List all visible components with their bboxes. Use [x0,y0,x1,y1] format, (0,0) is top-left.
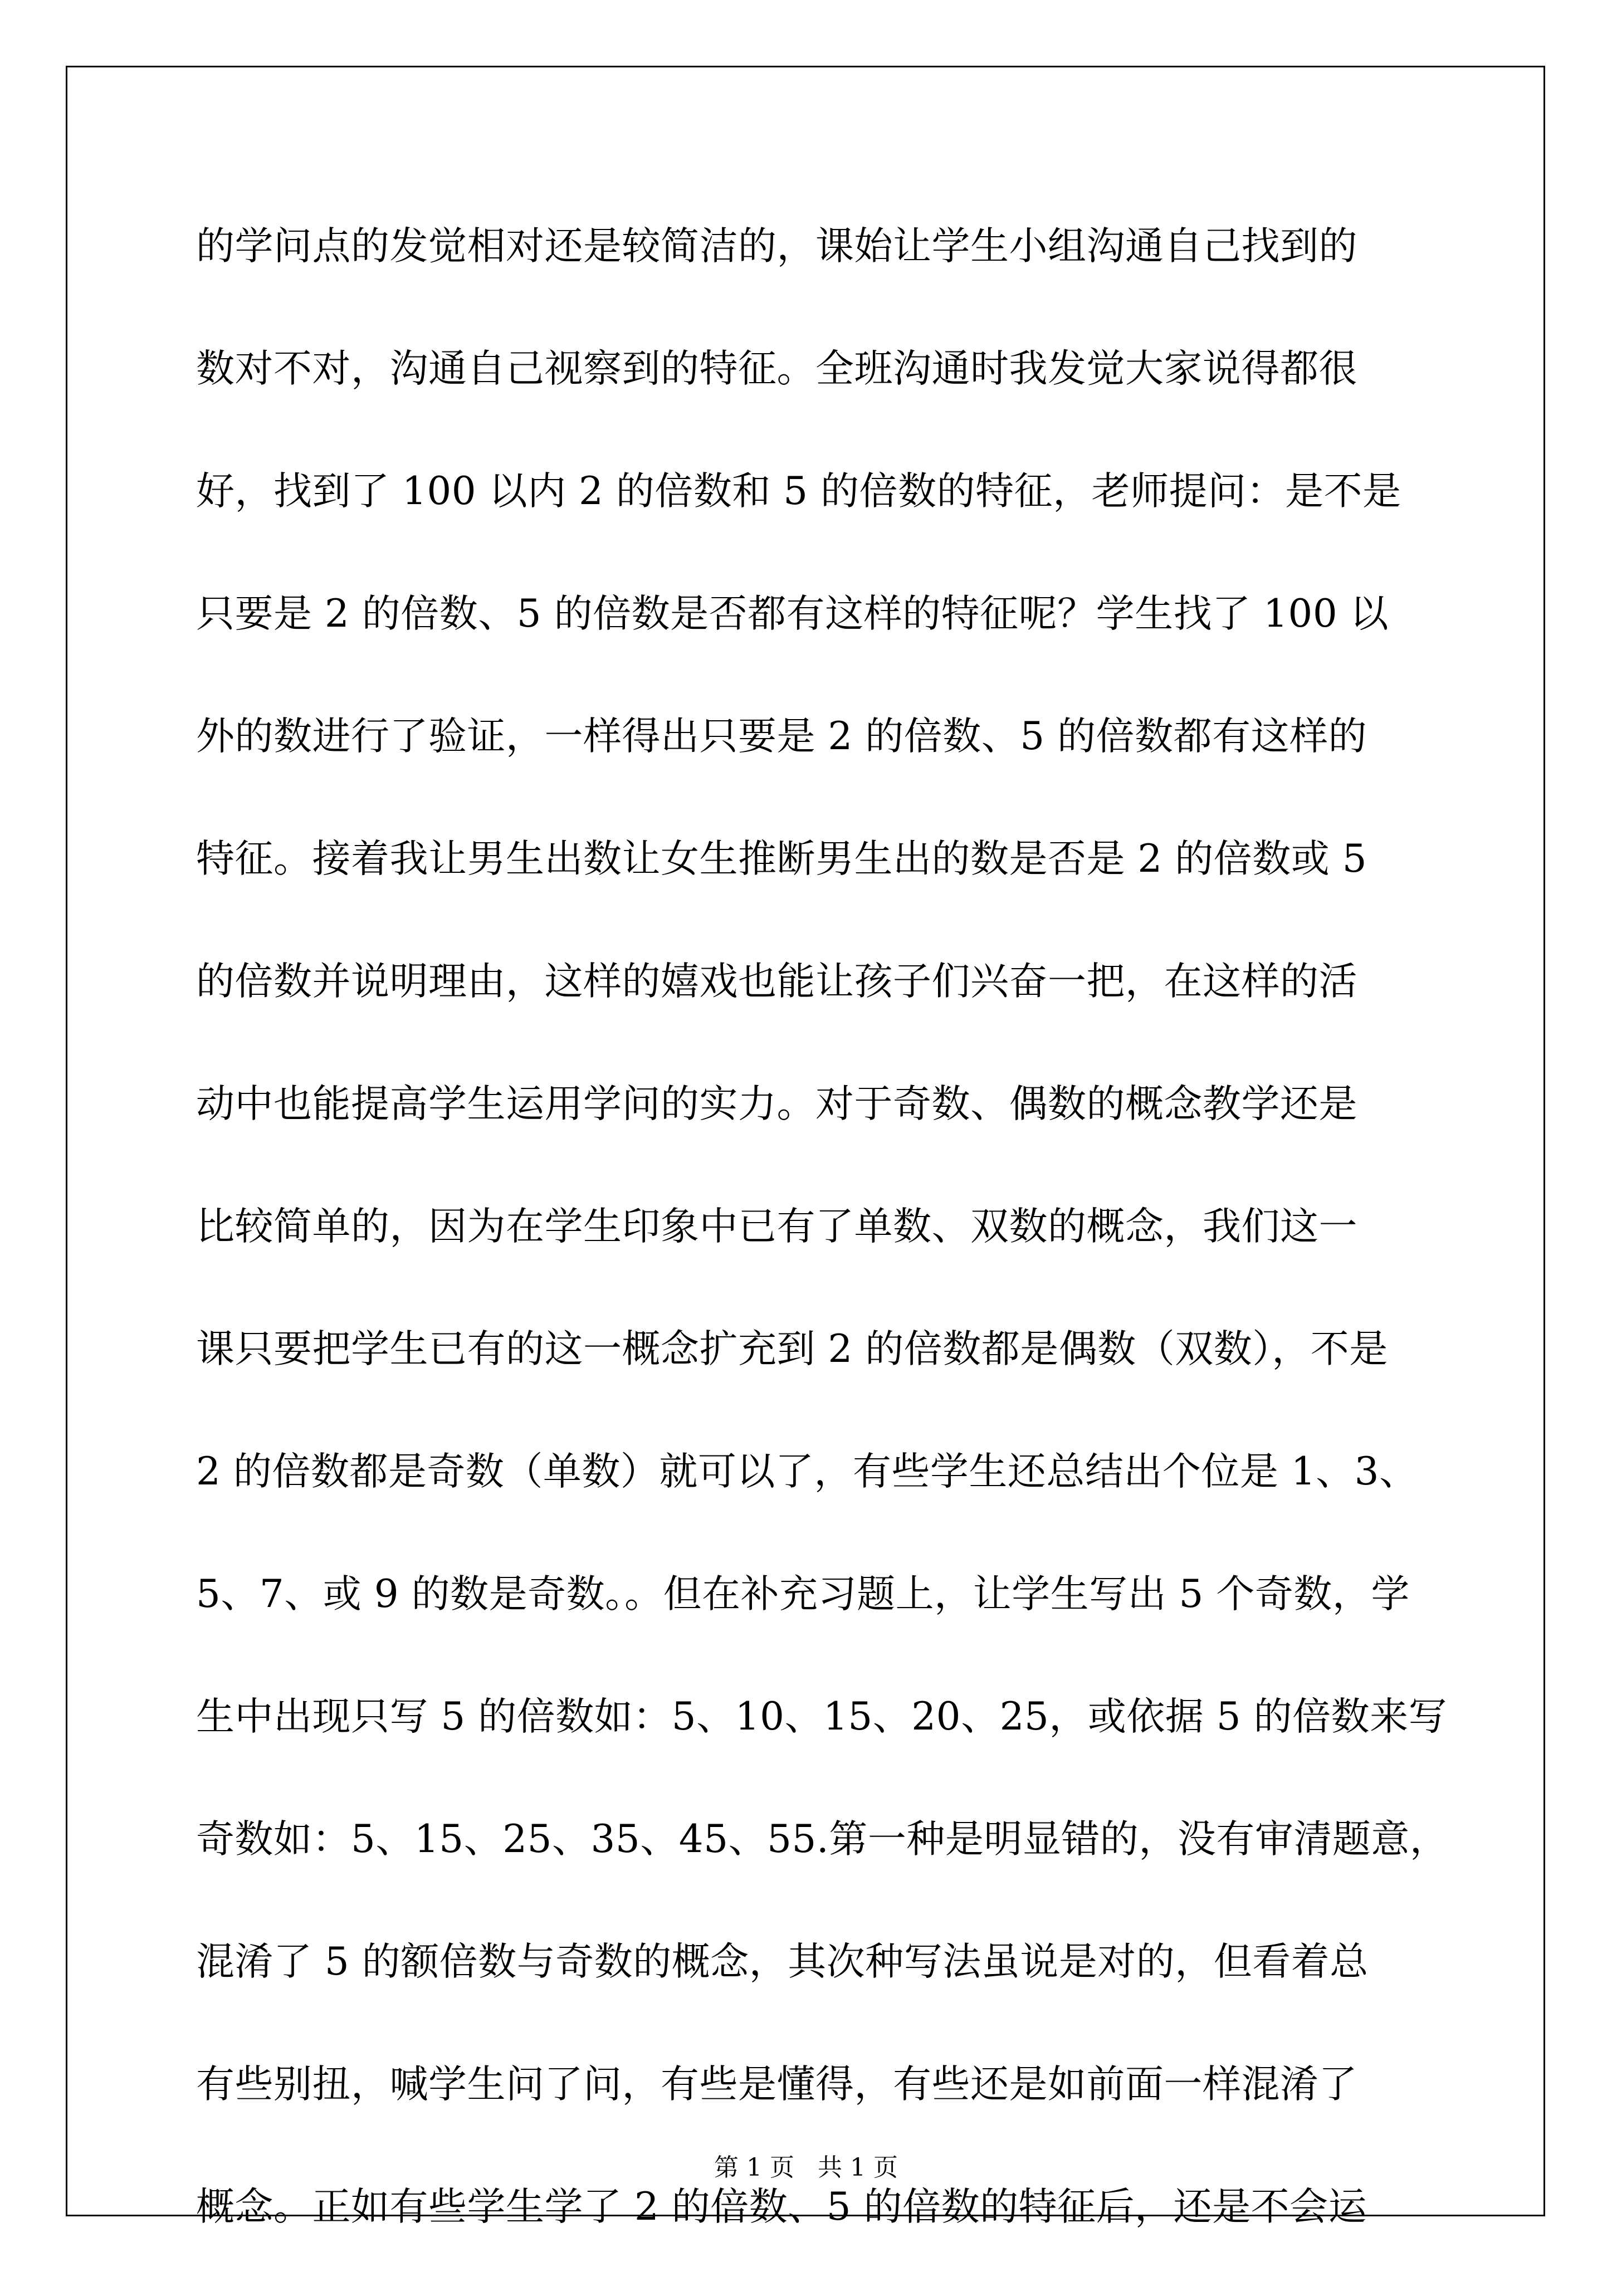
text-line: 外的数进行了验证，一样得出只要是 2 的倍数、5 的倍数都有这样的 [196,714,1367,759]
text-line: 课只要把学生已有的这一概念扩充到 2 的倍数都是偶数（双数），不是 [196,1327,1388,1371]
text-line: 动中也能提高学生运用学问的实力。对于奇数、偶数的概念教学还是 [196,1082,1357,1126]
text-line: 概念。正如有些学生学了 2 的倍数、5 的倍数的特征后，还是不会运 [196,2185,1367,2229]
text-line: 的学问点的发觉相对还是较简洁的，课始让学生小组沟通自己找到的 [196,224,1357,268]
text-line: 2 的倍数都是奇数（单数）就可以了，有些学生还总结出个位是 1、3、 [196,1449,1418,1494]
text-line: 混淆了 5 的额倍数与奇数的概念，其次种写法虽说是对的，但看着总 [196,1940,1369,1984]
text-line: 5、7、或 9 的数是奇数。。但在补充习题上，让学生写出 5 个奇数，学 [196,1572,1410,1616]
text-line: 只要是 2 的倍数、5 的倍数是否都有这样的特征呢？学生找了 100 以 [196,592,1389,636]
text-line: 比较简单的，因为在学生印象中已有了单数、双数的概念，我们这一 [196,1204,1357,1249]
text-line: 生中出现只写 5 的倍数如：5、10、15、20、25，或依据 5 的倍数来写 [196,1694,1448,1739]
text-line: 好，找到了 100 以内 2 的倍数和 5 的倍数的特征，老师提问：是不是 [196,469,1401,514]
text-line: 数对不对，沟通自己视察到的特征。全班沟通时我发觉大家说得都很 [196,346,1357,391]
text-line: 奇数如：5、15、25、35、45、55.第一种是明显错的，没有审清题意， [196,1817,1449,1862]
text-line: 有些别扭，喊学生问了问，有些是懂得，有些还是如前面一样混淆了 [196,2062,1357,2107]
text-line: 特征。接着我让男生出数让女生推断男生出的数是否是 2 的倍数或 5 [196,837,1367,881]
document-body [196,213,1449,2296]
text-line: 的倍数并说明理由，这样的嬉戏也能让孩子们兴奋一把，在这样的活 [196,959,1357,1004]
page-footer: 第 1 页 共 1 页 [714,2153,898,2182]
